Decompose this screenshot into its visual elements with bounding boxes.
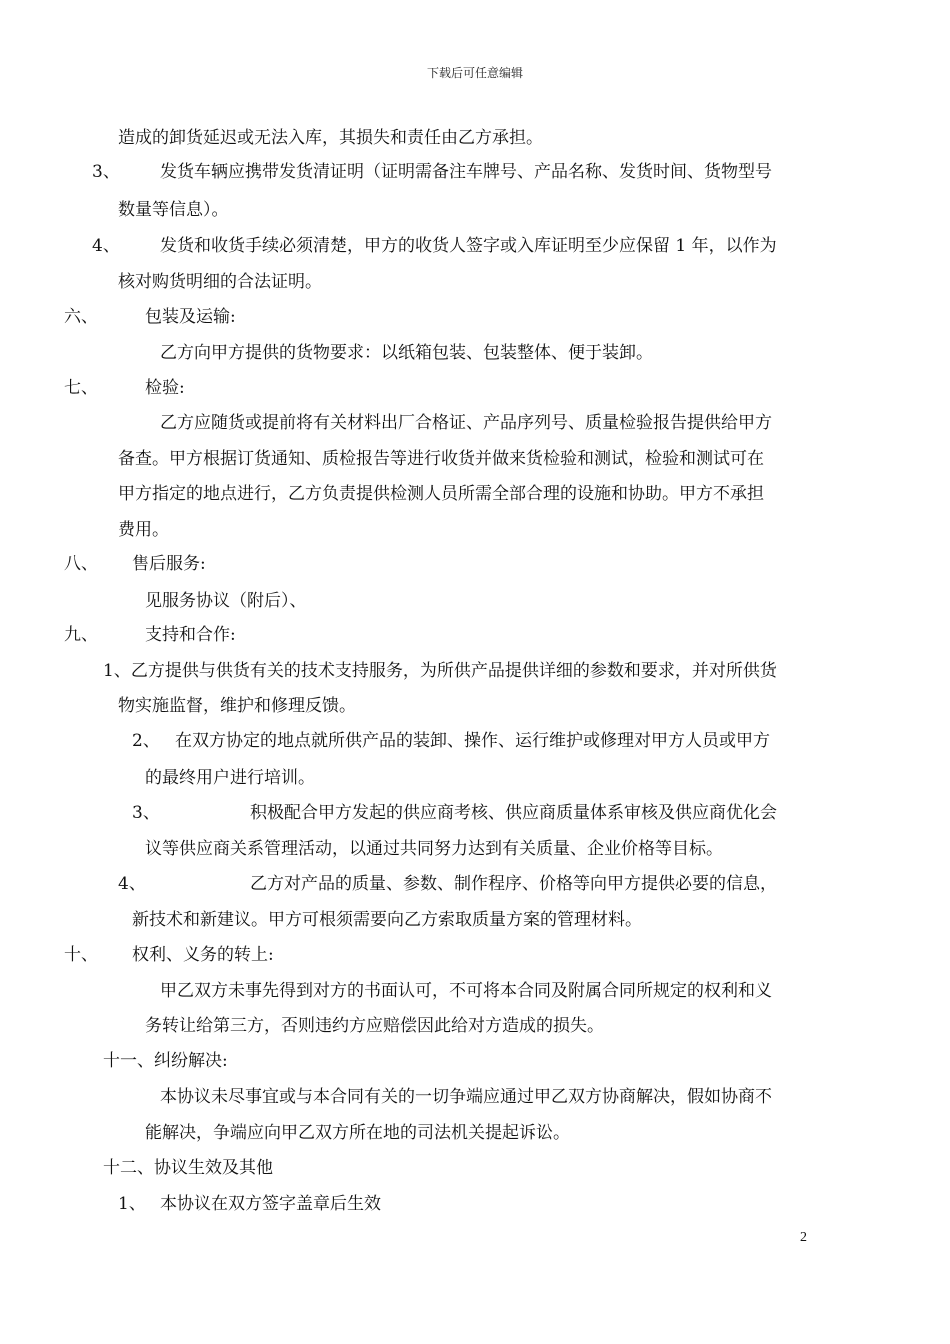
text-line: 的最终用户进行培训。 <box>145 768 315 788</box>
text-line: 乙方向甲方提供的货物要求：以纸箱包装、包装整体、便于装卸。 <box>160 343 653 363</box>
item-number: 1、 <box>118 1194 146 1214</box>
section-number: 六、 <box>64 307 98 327</box>
text-line: 发货和收货手续必须清楚，甲方的收货人签字或入库证明至少应保留 1 年，以作为 <box>160 236 777 256</box>
text-line: 发货车辆应携带发货清证明（证明需备注车牌号、产品名称、发货时间、货物型号 <box>160 162 772 182</box>
text-line: 甲乙双方未事先得到对方的书面认可，不可将本合同及附属合同所规定的权利和义 <box>160 981 772 1001</box>
text-line: 在双方协定的地点就所供产品的装卸、操作、运行维护或修理对甲方人员或甲方 <box>175 731 770 751</box>
page-header: 下载后可任意编辑 <box>426 66 523 80</box>
section-heading: 检验: <box>145 378 185 398</box>
section-heading: 支持和合作: <box>145 625 236 645</box>
section-number: 十、 <box>64 945 98 965</box>
text-line: 本协议在双方签字盖章后生效 <box>160 1194 381 1214</box>
section-number: 七、 <box>64 378 98 398</box>
text-line: 新技术和新建议。甲方可根须需要向乙方索取质量方案的管理材料。 <box>132 910 642 930</box>
item-number: 3、 <box>92 162 120 182</box>
item-number: 3、 <box>132 803 160 823</box>
section-heading: 十一、纠纷解决: <box>103 1051 228 1071</box>
text-line: 数量等信息）。 <box>118 200 229 220</box>
item-number: 2、 <box>132 731 160 751</box>
text-line: 能解决，争端应向甲乙双方所在地的司法机关提起诉讼。 <box>145 1123 570 1143</box>
text-line: 积极配合甲方发起的供应商考核、供应商质量体系审核及供应商优化会 <box>250 803 777 823</box>
text-line: 核对购货明细的合法证明。 <box>118 272 322 292</box>
section-heading: 包装及运输: <box>145 307 236 327</box>
text-line: 乙方应随货或提前将有关材料出厂合格证、产品序列号、质量检验报告提供给甲方 <box>160 413 772 433</box>
text-line: 议等供应商关系管理活动，以通过共同努力达到有关质量、企业价格等目标。 <box>145 839 723 859</box>
text-line: 本协议未尽事宜或与本合同有关的一切争端应通过甲乙双方协商解决，假如协商不 <box>160 1087 772 1107</box>
text-line: 见服务协议（附后）、 <box>145 591 307 611</box>
section-heading: 权利、义务的转上: <box>132 945 274 965</box>
text-line: 备查。甲方根据订货通知、质检报告等进行收货并做来货检验和测试，检验和测试可在 <box>118 449 764 469</box>
text-line: 费用。 <box>118 520 169 540</box>
text-line: 造成的卸货延迟或无法入库，其损失和责任由乙方承担。 <box>118 128 543 148</box>
section-heading: 十二、协议生效及其他 <box>103 1158 273 1178</box>
text-line: 1、乙方提供与供货有关的技术支持服务，为所供产品提供详细的参数和要求，并对所供货 <box>103 661 777 681</box>
text-line: 物实施监督，维护和修理反馈。 <box>118 696 356 716</box>
item-number: 4、 <box>118 874 146 894</box>
item-number: 4、 <box>92 236 120 256</box>
text-line: 务转让给第三方，否则违约方应赔偿因此给对方造成的损失。 <box>145 1016 604 1036</box>
section-heading: 售后服务: <box>132 554 206 574</box>
section-number: 八、 <box>64 554 98 574</box>
section-number: 九、 <box>64 625 98 645</box>
page-number: 2 <box>800 1230 807 1245</box>
text-line: 乙方对产品的质量、参数、制作程序、价格等向甲方提供必要的信息， <box>250 874 777 894</box>
text-line: 甲方指定的地点进行，乙方负责提供检测人员所需全部合理的设施和协助。甲方不承担 <box>118 484 764 504</box>
